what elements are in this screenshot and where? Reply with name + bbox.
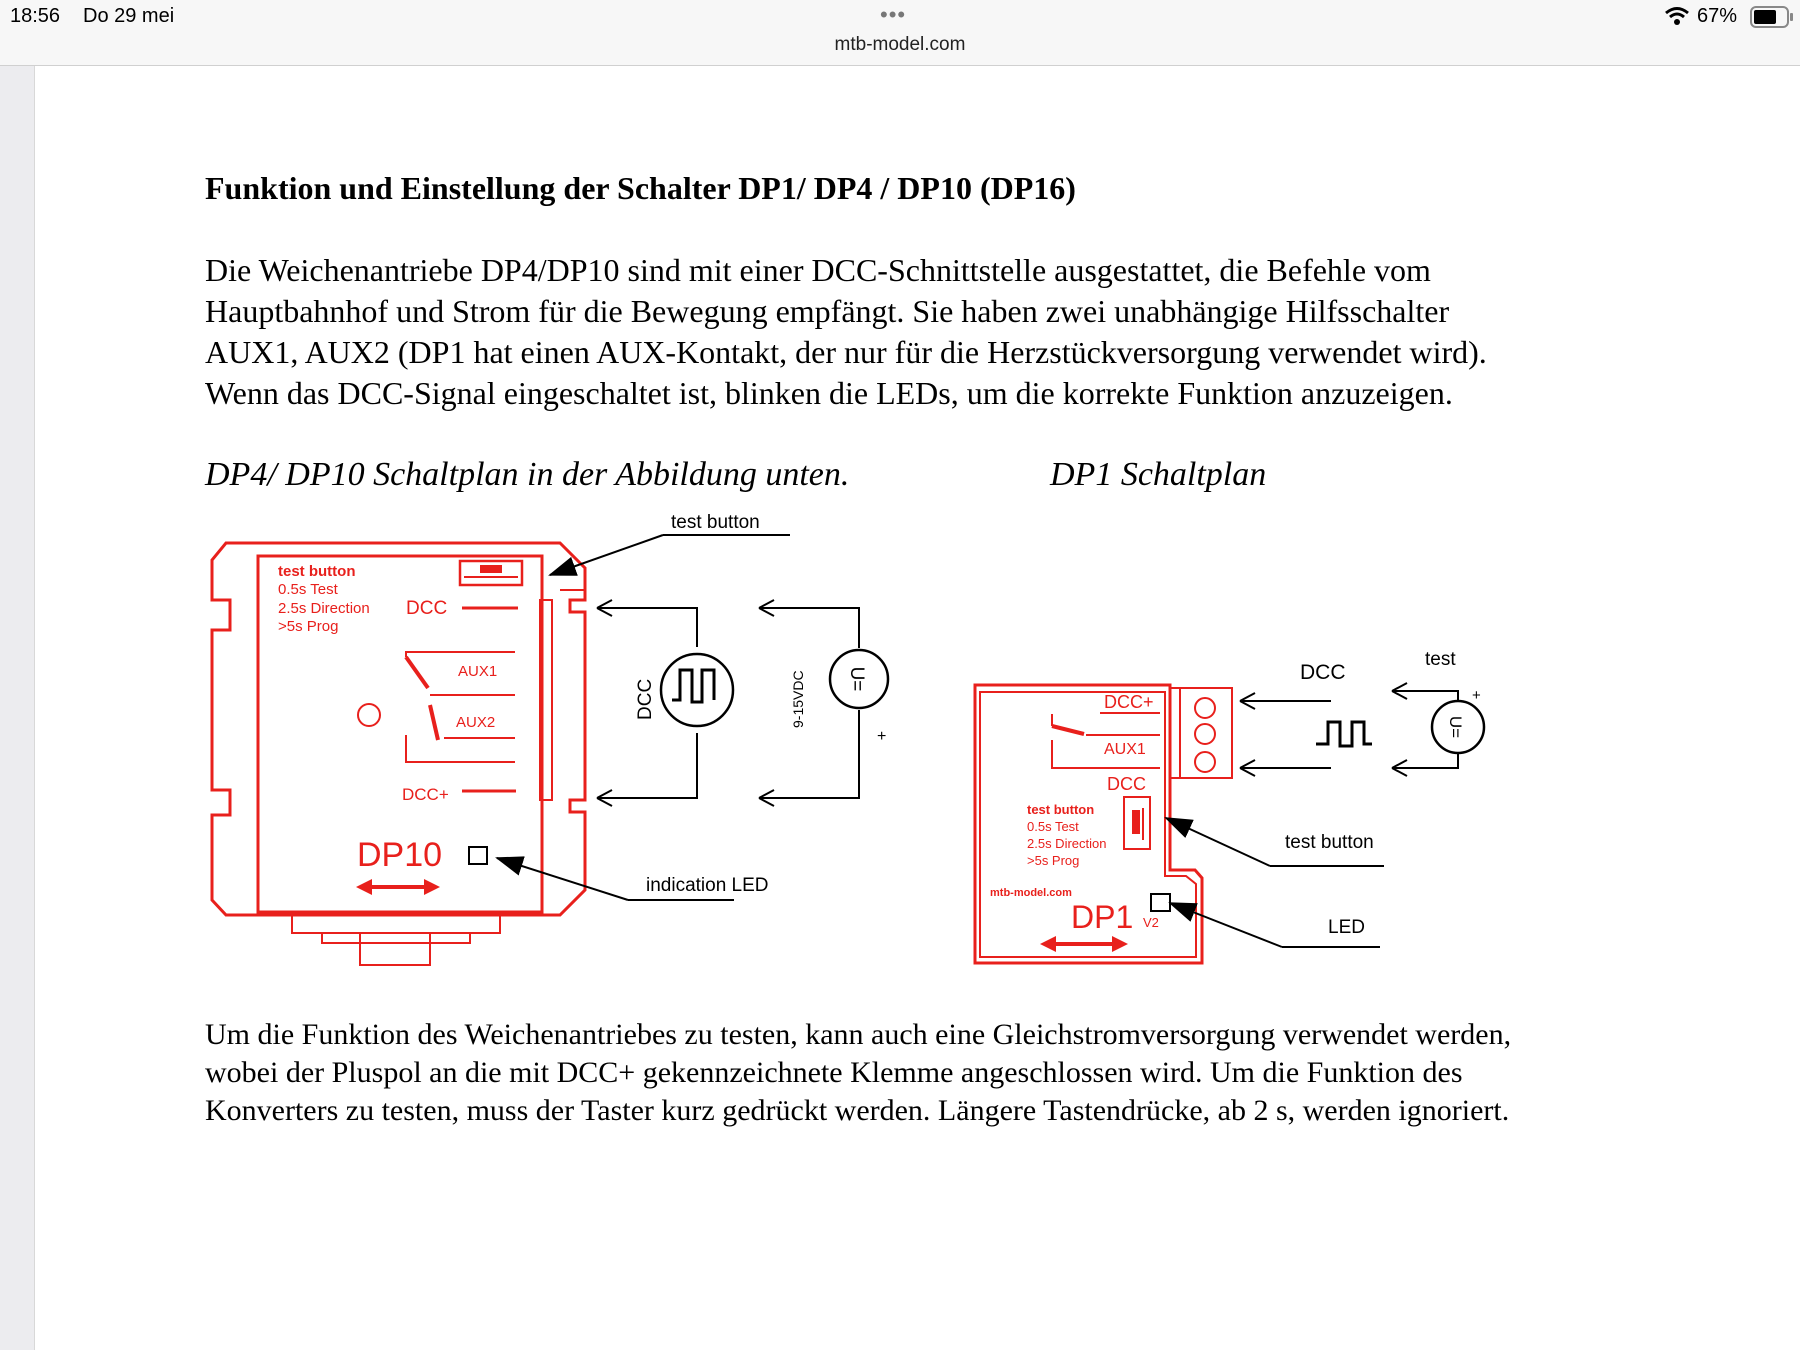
dp10-dcc-label: DCC <box>406 598 448 619</box>
dp1-panel-test-button-label: test button <box>1027 802 1095 817</box>
dp1-test-label: test <box>1425 649 1456 670</box>
page-heading: Funktion und Einstellung der Schalter DP1/ DP4 / DP10 (DP16) <box>205 170 1076 206</box>
dp10-timing: 0.5s Test <box>278 581 338 598</box>
square-wave-icon <box>672 670 714 702</box>
intro-line: Die Weichenantriebe DP4/DP10 sind mit einer DCC-Schnittstelle ausgestattet, die Befehle vom <box>205 252 1431 288</box>
dp10-timing: 2.5s Direction <box>278 600 370 617</box>
dp1-callout-led: LED <box>1328 917 1365 938</box>
dp10-dcc-plus-label: DCC+ <box>402 785 449 804</box>
dp1-brand: mtb-model.com <box>990 887 1072 899</box>
dp1-aux1-label: AUX1 <box>1104 741 1146 758</box>
dp1-dcc-plus-label: DCC+ <box>1104 692 1154 712</box>
address-url[interactable]: mtb-model.com <box>834 34 966 55</box>
intro-line: AUX1, AUX2 (DP1 hat einen AUX-Kontakt, der nur für die Herzstückversorgung verwendet wird). <box>205 334 1487 370</box>
dp10-u-symbol: U= <box>846 666 867 692</box>
dp10-led-circle <box>358 704 380 726</box>
dp1-u-symbol: U= <box>1446 715 1465 739</box>
dp1-dcc-source <box>1240 661 1372 776</box>
dp10-aux1-label: AUX1 <box>458 663 498 680</box>
dp10-aux1-switch <box>406 657 428 688</box>
dp10-connector <box>292 915 500 933</box>
dp10-model-label: DP10 <box>357 836 443 874</box>
dp10-dcc-source-label: DCC <box>635 678 656 720</box>
dp1-dcc-source-label: DCC <box>1300 661 1346 684</box>
dp1-timing: 2.5s Direction <box>1027 836 1107 851</box>
battery-percent: 67% <box>1697 5 1738 27</box>
footer-line: wobei der Pluspol an die mit DCC+ gekennzeichnete Klemme angeschlossen wird. Um die Funktion des <box>205 1056 1463 1089</box>
dp1-version-label: V2 <box>1143 915 1159 930</box>
dp10-callout-test-button: test button <box>671 512 760 533</box>
dp10-dc-voltage-label: 9-15VDC <box>790 670 806 728</box>
dcc-source-circle <box>661 654 733 726</box>
footer-line: Konverters zu testen, muss der Taster kurz gedrückt werden. Längere Tastendrücke, ab 2 s, werden ignoriert. <box>205 1094 1510 1127</box>
dp10-callout-indication-led: indication LED <box>646 875 769 896</box>
status-date: Do 29 mei <box>83 5 175 27</box>
dp1-callout-test-button: test button <box>1285 832 1374 853</box>
square-wave-icon <box>1316 722 1372 746</box>
dp1-aux1-switch <box>1052 726 1084 734</box>
caption-dp1: DP1 Schaltplan <box>1050 456 1267 493</box>
dp1-test-source <box>1392 649 1484 776</box>
dp10-timing: >5s Prog <box>278 618 339 635</box>
dp1-timing: >5s Prog <box>1027 853 1080 868</box>
dp1-terminal-block <box>1180 688 1232 778</box>
intro-line: Wenn das DCC-Signal eingeschaltet ist, blinken die LEDs, um die korrekte Funktion anzuzeigen. <box>205 375 1453 411</box>
dp10-led-square <box>469 847 487 864</box>
dp10-diagram <box>212 512 888 965</box>
dp10-plus-sign: + <box>877 728 887 745</box>
dp10-aux2-switch <box>430 705 438 740</box>
dp1-timing: 0.5s Test <box>1027 819 1079 834</box>
dp1-dcc-label: DCC <box>1107 774 1146 794</box>
status-time: 18:56 <box>10 5 61 27</box>
caption-dp10: DP4/ DP10 Schaltplan in der Abbildung unten. <box>205 456 850 493</box>
intro-line: Hauptbahnhof und Strom für die Bewegung empfängt. Sie haben zwei unabhängige Hilfsschalter <box>205 293 1450 329</box>
dp1-plus-sign: + <box>1472 687 1481 704</box>
dp1-model-label: DP1 <box>1071 899 1134 935</box>
footer-line: Um die Funktion des Weichenantriebes zu testen, kann auch eine Gleichstromversorgung verwendet werden, <box>205 1018 1512 1051</box>
multitask-dots-icon[interactable]: ••• <box>880 2 907 27</box>
dp1-led-square <box>1151 894 1170 911</box>
dp10-dcc-source <box>597 600 733 806</box>
dp10-panel-test-button-label: test button <box>278 563 356 580</box>
dp10-dc-source <box>759 600 888 806</box>
dp10-aux2-label: AUX2 <box>456 714 496 731</box>
dp1-diagram <box>975 649 1484 963</box>
